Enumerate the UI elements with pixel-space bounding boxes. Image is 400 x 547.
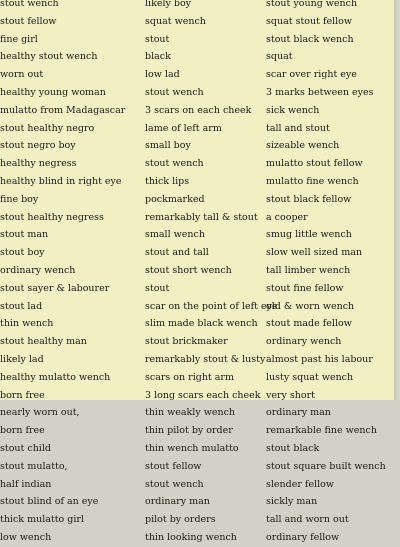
description-entry: scar over right eye — [266, 69, 357, 81]
description-entry: almost past his labour — [266, 353, 373, 365]
description-entry: fine girl — [0, 33, 38, 45]
description-entry: stout healthy man — [0, 336, 87, 348]
description-entry: stout lad — [0, 300, 43, 312]
description-entry: squat stout fellow — [266, 15, 353, 27]
description-entry: thick mulatto girl — [0, 514, 84, 526]
description-entry: ordinary fellow — [266, 531, 340, 543]
description-entry: healthy young woman — [0, 86, 106, 98]
description-entry: remarkably tall & stout — [145, 211, 258, 223]
description-entry: stout — [145, 282, 170, 294]
description-entry: squat wench — [145, 15, 206, 27]
description-column-2 — [145, 0, 278, 547]
description-entry: small wench — [145, 229, 205, 241]
description-entry: stout fellow — [0, 15, 57, 27]
description-entry: 3 long scars each cheek — [145, 389, 261, 401]
description-entry: stout black — [266, 442, 320, 454]
description-entry: squat — [266, 51, 293, 63]
description-entry: stout square built wench — [266, 460, 386, 472]
description-entry: stout young wench — [266, 0, 358, 9]
description-entry: healthy stout wench — [0, 51, 98, 63]
description-entry: old & worn wench — [266, 300, 355, 312]
description-entry: pockmarked — [145, 193, 205, 205]
description-column-3 — [266, 0, 391, 547]
description-entry: stout sayer & labourer — [0, 282, 110, 294]
description-entry: stout wench — [145, 478, 204, 490]
description-entry: thin weakly wench — [145, 407, 236, 419]
description-entry: healthy negress — [0, 158, 77, 170]
description-entry: very short — [266, 389, 315, 401]
description-entry: tall and stout — [266, 122, 330, 134]
description-entry: low lad — [145, 69, 180, 81]
description-entry: half indian — [0, 478, 52, 490]
description-entry: stout black wench — [266, 33, 354, 45]
description-entry: stout healthy negro — [0, 122, 95, 134]
description-entry: remarkably stout & lusty — [145, 353, 266, 365]
description-entry: healthy mulatto wench — [0, 371, 111, 383]
description-entry: thin pilot by order — [145, 425, 233, 437]
description-entry: stout and tall — [145, 247, 209, 259]
description-entry: slow well sized man — [266, 247, 363, 259]
description-entry: stout black fellow — [266, 193, 352, 205]
description-entry: mulatto stout fellow — [266, 158, 363, 170]
description-entry: stout made fellow — [266, 318, 352, 330]
description-entry: a cooper — [266, 211, 308, 223]
description-entry: stout wench — [145, 158, 204, 170]
description-entry: stout brickmaker — [145, 336, 228, 348]
description-entry: pilot by orders — [145, 514, 216, 526]
description-entry: stout short wench — [145, 264, 232, 276]
description-entry: small boy — [145, 140, 191, 152]
description-entry: stout mulatto, — [0, 460, 68, 472]
description-entry: nearly worn out, — [0, 407, 80, 419]
description-entry: likely boy — [145, 0, 192, 9]
description-entry: stout child — [0, 442, 51, 454]
description-entry: tall and worn out — [266, 514, 349, 526]
description-entry: ordinary man — [145, 496, 210, 508]
description-entry: ordinary wench — [266, 336, 342, 348]
description-entry: remarkable fine wench — [266, 425, 377, 437]
description-entry: stout wench — [0, 0, 59, 9]
description-entry: scar on the point of left eye — [145, 300, 278, 312]
description-entry: stout negro boy — [0, 140, 76, 152]
description-entry: sick wench — [266, 104, 320, 116]
description-entry: thick lips — [145, 175, 190, 187]
description-entry: mulatto from Madagascar — [0, 104, 126, 116]
description-entry: stout boy — [0, 247, 45, 259]
description-entry: stout man — [0, 229, 49, 241]
description-entry: worn out — [0, 69, 44, 81]
page-edge-shadow — [394, 0, 400, 400]
description-entry: lame of left arm — [145, 122, 222, 134]
description-entry: thin wench — [0, 318, 54, 330]
description-entry: black — [145, 51, 171, 63]
description-entry: stout fellow — [145, 460, 202, 472]
description-entry: 3 marks between eyes — [266, 86, 374, 98]
description-entry: stout fine fellow — [266, 282, 344, 294]
description-entry: thin looking wench — [145, 531, 237, 543]
description-entry: ordinary man — [266, 407, 331, 419]
description-entry: lusty squat wench — [266, 371, 354, 383]
description-entry: stout wench — [145, 86, 204, 98]
description-entry: tall limber wench — [266, 264, 351, 276]
description-entry: slender fellow — [266, 478, 334, 490]
description-entry: sickly man — [266, 496, 318, 508]
description-entry: scars on right arm — [145, 371, 234, 383]
description-column-1 — [0, 0, 140, 547]
description-entry: born free — [0, 389, 45, 401]
description-entry: 3 scars on each cheek — [145, 104, 252, 116]
description-entry: sizeable wench — [266, 140, 340, 152]
description-entry: ordinary wench — [0, 264, 76, 276]
description-entry: born free — [0, 425, 45, 437]
description-entry: slim made black wench — [145, 318, 258, 330]
description-entry: healthy blind in right eye — [0, 175, 122, 187]
description-entry: low wench — [0, 531, 52, 543]
description-entry: smug little wench — [266, 229, 352, 241]
description-entry: fine boy — [0, 193, 39, 205]
description-entry: stout blind of an eye — [0, 496, 99, 508]
description-entry: stout healthy negress — [0, 211, 104, 223]
description-entry: mulatto fine wench — [266, 175, 359, 187]
description-entry: thin wench mulatto — [145, 442, 239, 454]
description-entry: likely lad — [0, 353, 44, 365]
description-entry: stout — [145, 33, 170, 45]
